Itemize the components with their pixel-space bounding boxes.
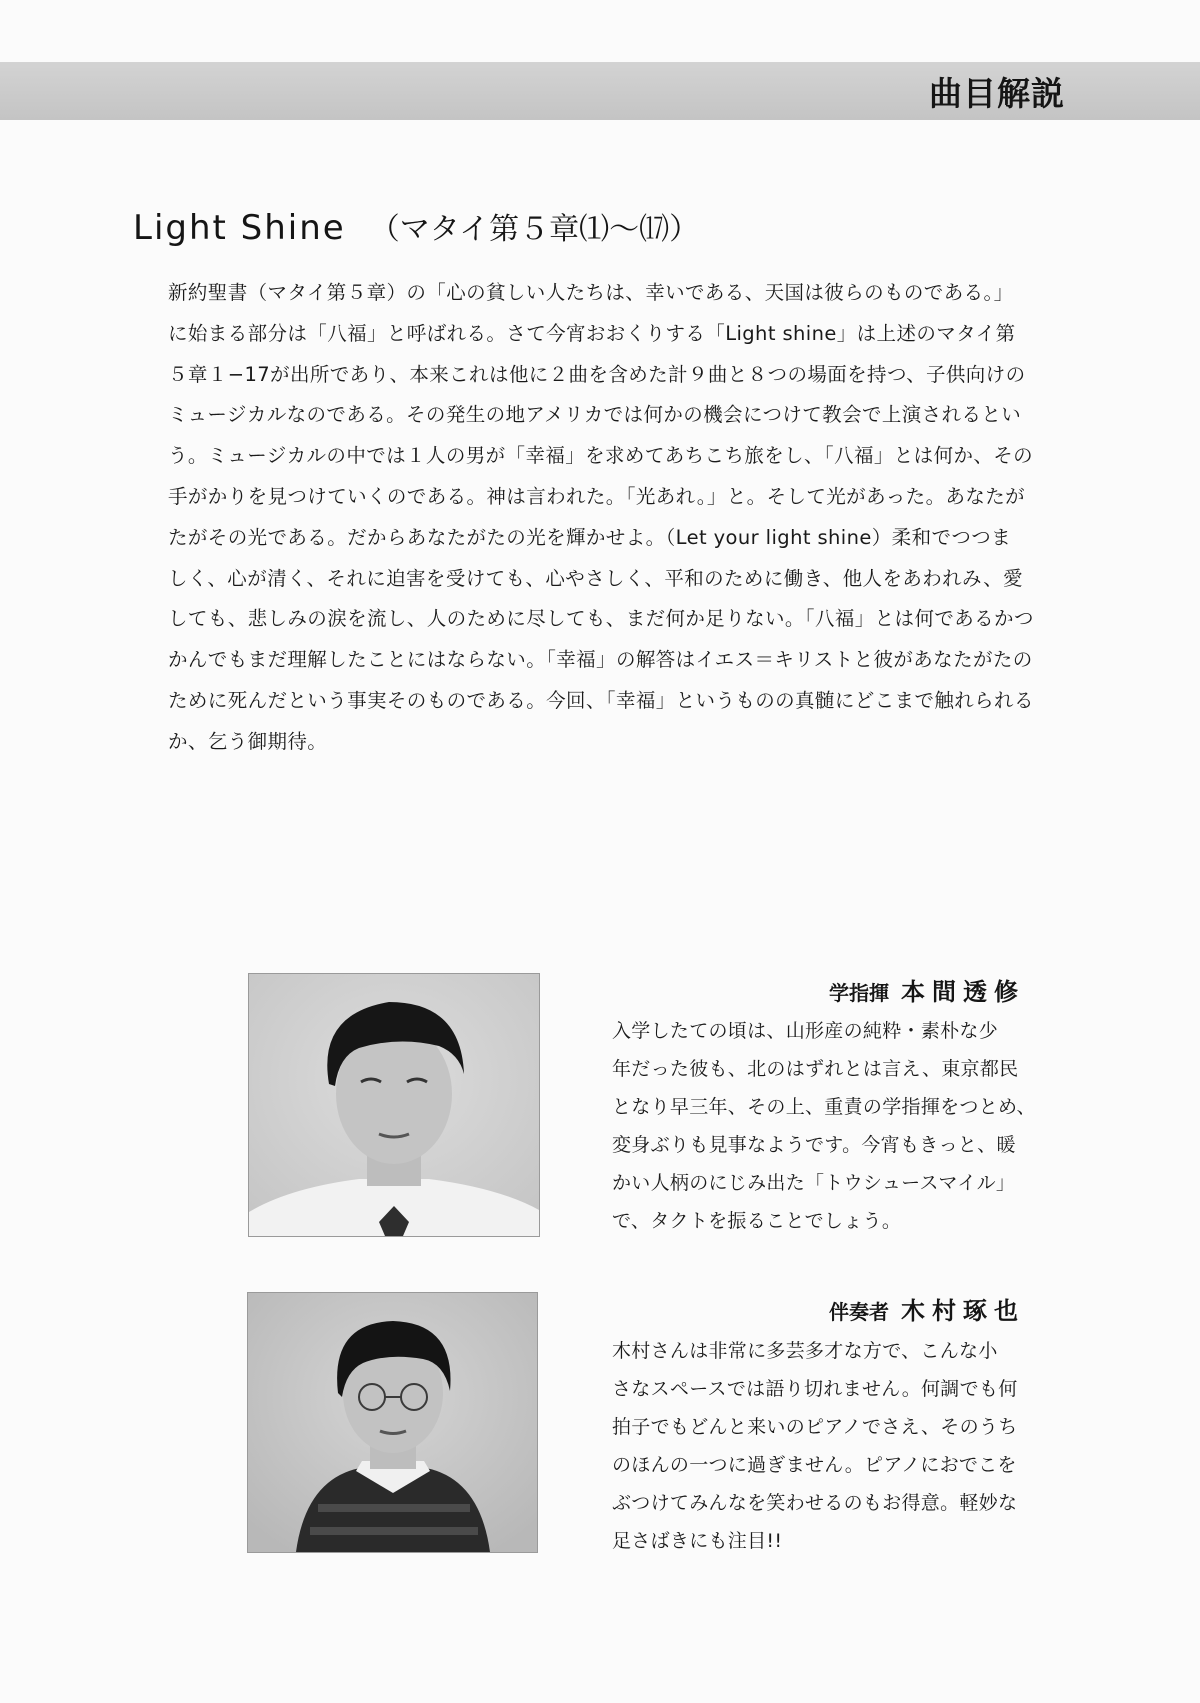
header-band <box>0 62 1200 120</box>
song-commentary: 新約聖書（マタイ第５章）の「心の貧しい人たちは、幸いである、天国は彼らのものである。」 に始まる部分は「八福」と呼ばれる。さて今宵おおくりする「Light shine」は上述のマタイ第 ５章１−17が出所であり、本来これは他に２曲を含めた計９曲と８つの場面を持つ、子供向けの ミュージカルなのである。その発生の地アメリカでは何かの機会につけて教会で上演されるとい う。ミュージカルの中では１人の男が「幸福」を求めてあちこち旅をし、「八福」とは何か、その 手がかりを見つけていくのである。神は言われた。「光あれ。」と。そして光があった。あなたが たがその光である。だからあなたがたの光を輝かせよ。（Let your light shine）柔和でつつま しく、心が清く、それに迫害を受けても、心やさしく、平和のために働き、他人をあわれみ、愛 しても、悲しみの涙を流し、人のために尽しても、まだ何か足りない。「八福」とは何であるかつ かんでもまだ理解したことにはならない。「幸福」の解答はイエス＝キリストと彼があなたがたの ために死んだという事実そのものである。今回、「幸福」というものの真髄にどこまで触れられる か、乞う御期待。 <box>168 281 1034 753</box>
conductor-name: 本間透修 <box>901 978 1025 1006</box>
accompanist-portrait-illustration <box>248 1293 537 1552</box>
accompanist-role: 伴奏者 <box>829 1300 889 1324</box>
section-title: 曲目解説 <box>929 74 1065 113</box>
accompanist-description: 木村さんは非常に多芸多才な方で、こんな小 さなスペースでは語り切れません。何調でも何 拍子でもどんと来いのピアノでさえ、そのうち のほんの一つに過ぎません。ピアノにおでこを ぶつけてみんなを笑わせるのもお得意。軽妙な 足さばきにも注目!! <box>612 1340 1018 1552</box>
conductor-portrait-illustration <box>249 974 539 1236</box>
accompanist-name: 木村琢也 <box>901 1297 1025 1325</box>
conductor-role: 学指揮 <box>829 981 889 1005</box>
song-title <box>133 204 699 248</box>
conductor-photo <box>248 973 540 1237</box>
conductor-description: 入学したての頃は、山形産の純粋・素朴な少 年だった彼も、北のはずれとは言え、東京都民 となり早三年、その上、重責の学指揮をつとめ、 変身ぶりも見事なようです。今宵もきっと、暖 かい人柄のにじみ出た「トウシュースマイル」 で、タクトを振ることでしょう。 <box>612 1020 1036 1232</box>
accompanist-photo <box>247 1292 538 1553</box>
accompanist-heading <box>565 1291 1025 1326</box>
song-title-english: Light Shine <box>133 208 346 248</box>
song-title-reference: （マタイ第５章⑴〜⒄） <box>369 212 700 247</box>
conductor-heading <box>565 972 1025 1007</box>
